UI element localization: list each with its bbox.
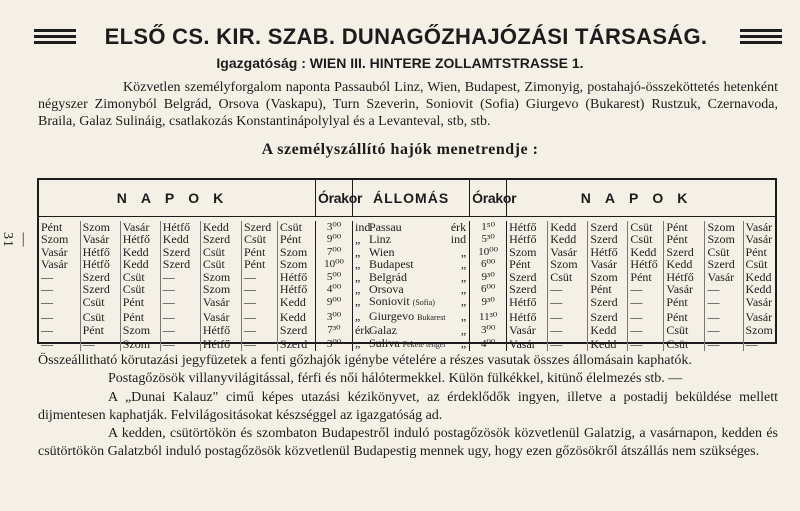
day-cell-right: Csüt — [548, 271, 588, 283]
day-cell-left: Pént — [39, 221, 80, 233]
station-name: Giurgevo — [368, 308, 415, 323]
day-cell-right: — — [743, 337, 775, 351]
page-subtitle: Igazgatóság : WIEN III. HINTERE ZOLLAMTSTRASSE 1. — [216, 55, 584, 71]
departure-time: 7⁰⁰ — [315, 246, 352, 258]
departure-time: 3⁰⁰ — [315, 337, 352, 351]
day-cell-left: Csüt — [277, 221, 315, 233]
day-cell-left: Szerd — [160, 246, 200, 258]
day-cell-right: — — [705, 337, 743, 351]
day-cell-left: Szom — [120, 337, 160, 351]
day-cell-left: Vasár — [200, 295, 241, 309]
day-cell-left: Vasár — [200, 310, 241, 324]
timetable — [37, 178, 777, 351]
arrival-time: 6⁰⁰ — [470, 258, 507, 270]
station-name: Linz — [368, 232, 391, 247]
day-cell-left: — — [241, 310, 277, 324]
timetable-header — [39, 180, 775, 217]
day-cell-left: Pént — [120, 295, 160, 309]
day-cell-left: Csüt — [200, 246, 241, 258]
day-cell-right: Szom — [705, 233, 743, 245]
day-cell-right: Pént — [588, 283, 628, 295]
day-cell-left: — — [160, 337, 200, 351]
day-cell-left: — — [39, 295, 80, 309]
day-cell-right: Hétfő — [507, 295, 548, 309]
arrival-time: 10⁰⁰ — [470, 246, 507, 258]
napok-left-header: NAPOK — [39, 180, 315, 217]
day-cell-right: — — [628, 337, 664, 351]
departure-time: 5⁰⁰ — [315, 271, 352, 283]
day-cell-left: Kedd — [160, 233, 200, 245]
day-cell-left: Szerd — [277, 324, 315, 336]
body-paragraph: Postagőzösök villanyvilágitással, férfi és női hálótermekkel. Külön fülkékkel, kitünő élelmezés stb. — — [108, 371, 683, 387]
day-cell-left: Csüt — [80, 310, 120, 324]
day-cell-right: Hétfő — [664, 271, 705, 283]
station-prefix: „ — [354, 335, 361, 350]
day-cell-left: Szerd — [80, 271, 120, 283]
napok-right-header: NAPOK — [507, 180, 775, 217]
day-cell-right: Kedd — [743, 271, 775, 283]
day-cell-left: Hétfő — [80, 258, 120, 270]
station-suffix: „ — [460, 244, 467, 259]
day-cell-left: Szom — [200, 271, 241, 283]
day-cell-left: Kedd — [120, 258, 160, 270]
day-cell-left: Szom — [200, 283, 241, 295]
orakor-right-header: Órakor — [470, 180, 507, 217]
station-name: Wien — [368, 244, 395, 259]
station-suffix: „ — [460, 269, 467, 284]
day-cell-left: Pént — [120, 310, 160, 324]
day-cell-right: Szerd — [705, 258, 743, 270]
day-cell-right: Pént — [507, 258, 548, 270]
day-cell-left: Csüt — [80, 295, 120, 309]
body-text — [38, 352, 778, 462]
day-cell-right: Szerd — [588, 233, 628, 245]
station-note: Bukarest — [417, 312, 446, 322]
day-cell-left: Hétfő — [277, 283, 315, 295]
day-cell-right: Szom — [743, 324, 775, 336]
station-prefix: „ — [354, 244, 361, 259]
day-cell-right: — — [705, 295, 743, 309]
day-cell-left: — — [160, 295, 200, 309]
arrival-time: 11³⁰ — [470, 310, 507, 324]
day-cell-left: Hétfő — [120, 233, 160, 245]
day-cell-right: Szerd — [664, 246, 705, 258]
day-cell-right: Kedd — [743, 283, 775, 295]
arrival-time: 9³⁰ — [470, 295, 507, 309]
day-cell-left: Pént — [80, 324, 120, 336]
day-cell-right: Hétfő — [628, 258, 664, 270]
day-cell-right: Vasár — [548, 246, 588, 258]
day-cell-left: — — [160, 324, 200, 336]
day-cell-left: — — [241, 271, 277, 283]
day-cell-left: Hétfő — [160, 221, 200, 233]
departure-time: 3⁰⁰ — [315, 310, 352, 324]
day-cell-right: Vasár — [507, 324, 548, 336]
day-cell-right: Hétfő — [507, 233, 548, 245]
day-cell-left: — — [160, 310, 200, 324]
timetable-title: A személyszállító hajók menetrendje : — [261, 141, 539, 158]
day-cell-left: Szom — [39, 233, 80, 245]
arrival-time: 4⁰⁰ — [470, 337, 507, 351]
departure-time: 9⁰⁰ — [315, 233, 352, 245]
day-cell-left: Csüt — [120, 271, 160, 283]
title-row — [30, 24, 782, 54]
day-cell-left: Szom — [120, 324, 160, 336]
station-cell — [352, 310, 469, 324]
day-cell-right: — — [548, 310, 588, 324]
day-cell-left: Kedd — [200, 221, 241, 233]
day-cell-right: Szom — [507, 246, 548, 258]
day-cell-left: Hétfő — [80, 246, 120, 258]
day-cell-left: — — [80, 337, 120, 351]
page-title: ELSŐ CS. KIR. SZAB. DUNAGŐZHAJÓZÁSI TÁRSASÁG. — [104, 24, 708, 49]
day-cell-right: Csüt — [628, 221, 664, 233]
day-cell-left: — — [39, 310, 80, 324]
day-cell-left: Szerd — [241, 221, 277, 233]
day-cell-right: Szerd — [507, 283, 548, 295]
day-cell-right: — — [705, 283, 743, 295]
timetable-table — [39, 180, 775, 351]
day-cell-right: — — [548, 295, 588, 309]
station-note: Fekete tenger — [402, 339, 446, 349]
day-cell-right: — — [628, 310, 664, 324]
day-cell-right: Kedd — [588, 337, 628, 351]
day-cell-left: — — [39, 271, 80, 283]
day-cell-right: Szom — [705, 221, 743, 233]
departure-time: 3⁰⁰ — [315, 221, 352, 233]
station-note: (Sofia) — [412, 298, 435, 308]
departure-time: 10⁰⁰ — [315, 258, 352, 270]
body-paragraph: Összeállitható körutazási jegyfüzetek a fenti gőzhajók igénybe vételére a részes vasutak összes állomásain kaphatók. — [38, 353, 692, 368]
station-name: Soniovit — [368, 294, 410, 309]
day-cell-left: Vasár — [80, 233, 120, 245]
day-cell-left: Hétfő — [200, 337, 241, 351]
day-cell-left: Hétfő — [200, 324, 241, 336]
day-cell-left: Csüt — [241, 233, 277, 245]
day-cell-left: Csüt — [200, 258, 241, 270]
table-row — [39, 258, 775, 270]
day-cell-left: Pént — [277, 233, 315, 245]
station-prefix: „ — [354, 308, 361, 323]
day-cell-right: Vasár — [664, 283, 705, 295]
station-suffix: ind — [450, 232, 467, 247]
station-name: Suliva — [368, 335, 400, 350]
day-cell-right: Hétfő — [507, 310, 548, 324]
day-cell-left: Szerd — [277, 337, 315, 351]
day-cell-left: Szerd — [200, 233, 241, 245]
day-cell-left: Szom — [277, 246, 315, 258]
day-cell-left: Vasár — [39, 258, 80, 270]
station-suffix: „ — [460, 282, 467, 297]
station-name: Budapest — [368, 257, 414, 272]
day-cell-right: — — [705, 310, 743, 324]
intro-text: Közvetlen személyforgalom naponta Passauból Linz, Wien, Budapest, Zimonyig, postahajó-összeköttetés hetenként négyszer Zimonyból Belgrád, Orsova (Vaskapu), Turn Szeverin, Soniovit (Sofia) Giurgevo (Bukarest) Rustzuk, Czernavoda, Braila, Galaz Sulináig, csatlakozás Konstantinápolylyal és a Levanteval, stb, stb. — [38, 80, 778, 129]
day-cell-right: Pént — [664, 221, 705, 233]
table-row — [39, 295, 775, 309]
day-cell-right: Kedd — [548, 221, 588, 233]
day-cell-right: Szom — [588, 271, 628, 283]
table-row — [39, 310, 775, 324]
day-cell-right: Szom — [548, 258, 588, 270]
day-cell-right: Kedd — [664, 258, 705, 270]
day-cell-right: Hétfő — [507, 221, 548, 233]
day-cell-left: Pént — [241, 246, 277, 258]
arrival-time: 1⁵⁰ — [470, 221, 507, 233]
station-cell — [352, 295, 469, 309]
station-prefix: „ — [354, 269, 361, 284]
station-name: Orsova — [368, 282, 404, 297]
day-cell-right: — — [548, 283, 588, 295]
day-cell-left: Csüt — [120, 283, 160, 295]
arrival-time: 5³⁰ — [470, 233, 507, 245]
station-prefix: „ — [354, 294, 361, 309]
station-suffix: „ — [460, 335, 467, 350]
station-name: Galaz — [368, 323, 397, 338]
day-cell-right: Csüt — [664, 324, 705, 336]
station-suffix: „ — [460, 257, 467, 272]
day-cell-right: Pént — [628, 271, 664, 283]
page-number: — 31 — [0, 232, 31, 248]
day-cell-right: Vasár — [743, 221, 775, 233]
station-prefix: érk — [354, 323, 371, 338]
body-paragraph: A „Dunai Kalauz" cimű képes utazási kézikönyvet, az érdeklődők ingyen, illetve a postadij beküldése mellett dijmentesen kaphatják. Felvilágositásokat készséggel az igazgatóság ad. — [38, 389, 778, 423]
day-cell-left: Hétfő — [277, 271, 315, 283]
station-suffix: „ — [460, 308, 467, 323]
departure-time: 7³⁰ — [315, 324, 352, 336]
station-prefix: „ — [354, 232, 361, 247]
day-cell-left: Vasár — [39, 246, 80, 258]
day-cell-right: Szerd — [588, 310, 628, 324]
day-cell-right: Kedd — [588, 324, 628, 336]
day-cell-left: Kedd — [277, 310, 315, 324]
day-cell-left: — — [160, 271, 200, 283]
station-name: Passau — [368, 220, 402, 234]
day-cell-left: — — [241, 283, 277, 295]
table-row — [39, 271, 775, 283]
day-cell-right: Vasár — [743, 233, 775, 245]
day-cell-right: Csüt — [664, 337, 705, 351]
station-suffix: „ — [460, 323, 467, 338]
day-cell-right: Szerd — [588, 221, 628, 233]
day-cell-left: Szom — [277, 258, 315, 270]
table-row — [39, 337, 775, 351]
station-suffix: érk — [450, 220, 467, 234]
day-cell-right: Vasár — [507, 337, 548, 351]
day-cell-right: — — [628, 283, 664, 295]
day-cell-left: — — [39, 283, 80, 295]
day-cell-left: Kedd — [120, 246, 160, 258]
day-cell-right: Pént — [664, 310, 705, 324]
station-prefix: „ — [354, 282, 361, 297]
day-cell-left: Kedd — [277, 295, 315, 309]
day-cell-left: — — [241, 337, 277, 351]
day-cell-right: Kedd — [548, 233, 588, 245]
day-cell-left: Szerd — [160, 258, 200, 270]
day-cell-right: Vasár — [743, 310, 775, 324]
day-cell-left: — — [241, 295, 277, 309]
table-row — [39, 324, 775, 336]
day-cell-right: Vasár — [743, 295, 775, 309]
station-suffix: „ — [460, 294, 467, 309]
day-cell-left: — — [241, 324, 277, 336]
day-cell-right: Pént — [664, 295, 705, 309]
day-cell-right: — — [628, 324, 664, 336]
title-rule-left-icon — [34, 29, 76, 50]
station-prefix: ind — [354, 220, 371, 234]
day-cell-right: Szerd — [507, 271, 548, 283]
departure-time: 9⁰⁰ — [315, 295, 352, 309]
day-cell-right: Vasár — [588, 258, 628, 270]
allomas-header: ÁLLOMÁS — [352, 180, 469, 217]
title-rule-right-icon — [740, 29, 782, 50]
body-paragraph: A kedden, csütörtökön és szombaton Budapestről induló postagőzösök közvetlenül Galatzig, a vasárnapon, kedden és csütörtökön Galatzból induló postagőzösök közvetlenül Budapestig mennek ugy, hogy ezen gőzösökről átszállás nem szükséges. — [38, 426, 778, 460]
day-cell-right: Csüt — [705, 246, 743, 258]
departure-time: 4⁰⁰ — [315, 283, 352, 295]
day-cell-left: — — [39, 324, 80, 336]
day-cell-right: Csüt — [628, 233, 664, 245]
day-cell-left: Vasár — [120, 221, 160, 233]
intro-paragraph — [38, 79, 778, 130]
day-cell-right: Pént — [743, 246, 775, 258]
day-cell-right: Pént — [664, 233, 705, 245]
day-cell-left: Szerd — [80, 283, 120, 295]
arrival-time: 3⁰⁰ — [470, 324, 507, 336]
day-cell-left: Szom — [80, 221, 120, 233]
day-cell-right: Szerd — [588, 295, 628, 309]
day-cell-right: Hétfő — [588, 246, 628, 258]
day-cell-right: Csüt — [743, 258, 775, 270]
station-name: Belgrád — [368, 269, 407, 284]
arrival-time: 6⁰⁰ — [470, 283, 507, 295]
day-cell-left: — — [160, 283, 200, 295]
orakor-left-header: Órakor — [315, 180, 352, 217]
day-cell-right: — — [628, 295, 664, 309]
station-prefix: „ — [354, 257, 361, 272]
day-cell-right: — — [548, 337, 588, 351]
station-cell — [352, 337, 469, 351]
day-cell-right: — — [705, 324, 743, 336]
day-cell-left: — — [39, 337, 80, 351]
arrival-time: 9³⁰ — [470, 271, 507, 283]
day-cell-left: Pént — [241, 258, 277, 270]
day-cell-right: Vasár — [705, 271, 743, 283]
day-cell-right: Kedd — [628, 246, 664, 258]
day-cell-right: — — [548, 324, 588, 336]
table-row — [39, 233, 775, 245]
